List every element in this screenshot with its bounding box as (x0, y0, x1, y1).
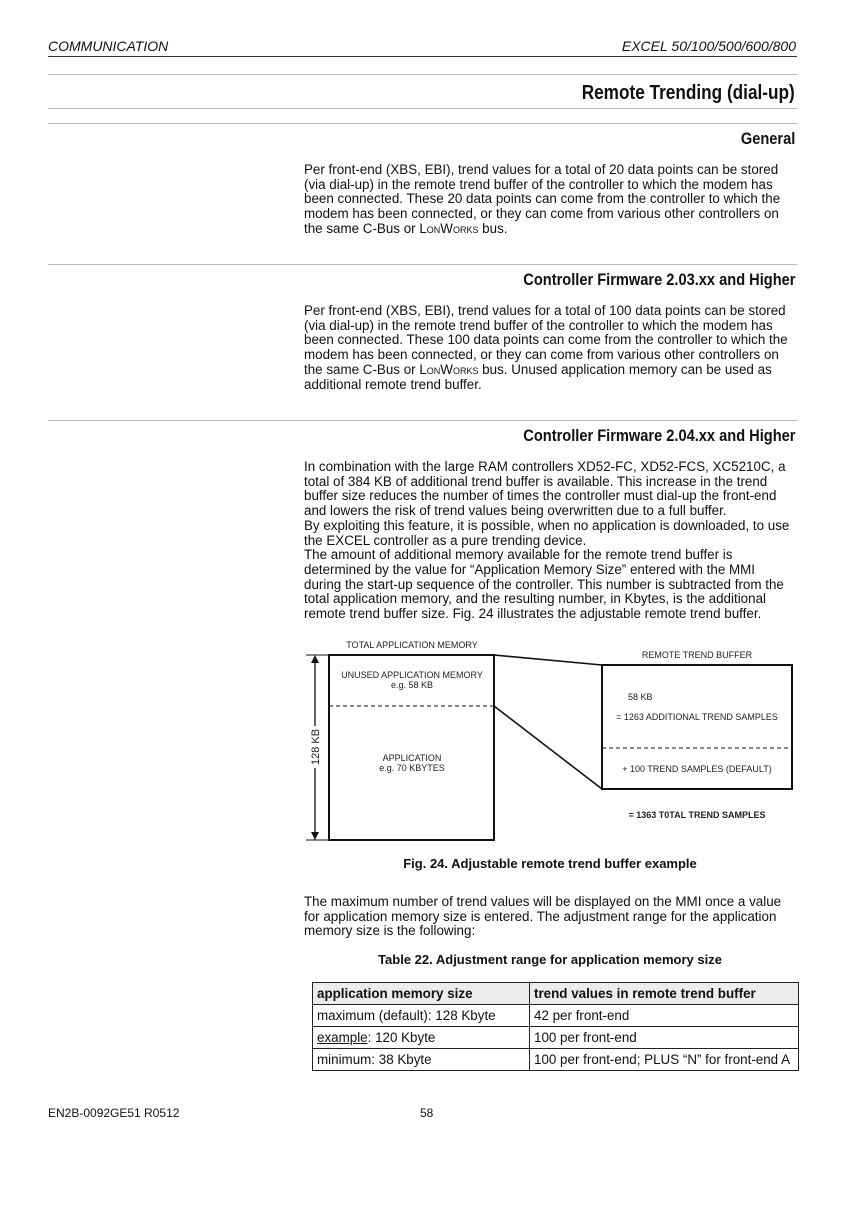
section-rule (48, 420, 797, 421)
size-arrow-down-head (311, 832, 319, 840)
figure-caption: Fig. 24. Adjustable remote trend buffer example (403, 856, 697, 871)
cell-text: : 120 Kbyte (367, 1030, 436, 1045)
application-label: APPLICATION (382, 753, 442, 763)
section-rule (48, 264, 797, 265)
table-row (313, 1005, 799, 1027)
page-title: Remote Trending (dial-up) (581, 82, 795, 104)
buffer-additional-samples: = 1263 ADDITIONAL TREND SAMPLES (616, 712, 778, 722)
paragraph-text: Per front-end (XBS, EBI), trend values for a total of 20 data points can be stored (via dial-up) in the remote trend buffer of the controller to which the modem has been connected. These 20 data points can come from the controller to which the modem has been connected, or they can come from various other controllers on the same C-Bus or LonWorks bus. (304, 162, 781, 236)
paragraph-text: The maximum number of trend values will be displayed on the MMI once a value for application memory size is entered. The adjustment range for the application memory size is the following: (304, 894, 782, 939)
table-header-row (313, 983, 799, 1005)
table-row (313, 1027, 799, 1049)
title-rule-bottom (48, 108, 797, 109)
memory-size-table (312, 982, 799, 1071)
size-label: 128 KB (310, 728, 322, 766)
section-paragraph (304, 304, 794, 392)
paragraph-text: The amount of additional memory available for the remote trend buffer is determined by the value for “Application Memory Size” entered with the MMI during the start-up sequence of the controller. This number is subtracted from the total application memory, and the resulting number, in Kbytes, is the additional remote trend buffer size. Fig. 24 illustrates the adjustable remote trend buffer. (304, 547, 784, 622)
running-header-left: COMMUNICATION (48, 38, 169, 54)
table-cell: 42 per front-end (530, 1005, 799, 1027)
buffer-default-samples: + 100 TREND SAMPLES (DEFAULT) (622, 764, 772, 774)
table-cell: minimum: 38 Kbyte (313, 1049, 530, 1071)
underlined-word: example (317, 1030, 368, 1045)
unused-memory-example: e.g. 58 KB (390, 680, 434, 690)
running-header-right: EXCEL 50/100/500/600/800 (621, 38, 796, 54)
table-cell: maximum (default): 128 Kbyte (313, 1005, 530, 1027)
lonworks-smallcaps: LonWorks (419, 361, 479, 377)
section-heading-general: General (740, 129, 795, 148)
section-heading-firmware-204: Controller Firmware 2.04.xx and Higher (522, 426, 795, 445)
table-header-cell: trend values in remote trend buffer (530, 983, 799, 1005)
unused-memory-label: UNUSED APPLICATION MEMORY (341, 670, 483, 680)
title-rule-top (48, 74, 797, 75)
lonworks-smallcaps: LonWorks (419, 220, 479, 236)
total-samples: = 1363 T0TAL TREND SAMPLES (628, 810, 766, 820)
table-row (313, 1049, 799, 1071)
section-heading-firmware-203: Controller Firmware 2.03.xx and Higher (522, 270, 795, 289)
footer-doc-id: EN2B-0092GE51 R0512 (48, 1106, 180, 1120)
paragraph-text: By exploiting this feature, it is possible, when no application is downloaded, to use the EXCEL controller as a pure trending device. (304, 517, 790, 548)
table-cell (313, 1027, 530, 1049)
size-arrow-up-head (311, 655, 319, 663)
table-caption: Table 22. Adjustment range for application memory size (378, 952, 722, 967)
table-header-cell: application memory size (313, 983, 530, 1005)
paragraph-text: In combination with the large RAM controllers XD52-FC, XD52-FCS, XC5210C, a total of 384 KB of additional trend buffer is available. This increase in the trend buffer size reduces the number of times the controller must dial-up the front-end and lowers the risk of trend values being overwritten due to a full buffer. (304, 459, 786, 519)
total-memory-label: TOTAL APPLICATION MEMORY (346, 640, 478, 650)
header-rule (48, 56, 797, 57)
connector-bottom (494, 706, 602, 789)
table-cell: 100 per front-end; PLUS “N” for front-end A (530, 1049, 799, 1071)
remote-trend-buffer-diagram (300, 636, 800, 848)
post-figure-paragraph (304, 895, 794, 939)
section-paragraphs (304, 460, 794, 622)
paragraph-text: Per front-end (XBS, EBI), trend values for a total of 100 data points can be stored (via dial-up) in the remote trend buffer of the controller to which the modem has been connected. These 100 data points can come from the controller to which the modem has been connected, or they can come from various other controllers on the same C-Bus or LonWorks bus. Unused application memory can be used as additional remote trend buffer. (304, 303, 788, 392)
buffer-kb: 58 KB (628, 692, 653, 702)
connector-top (494, 655, 602, 665)
section-paragraph (304, 163, 794, 237)
table-cell: 100 per front-end (530, 1027, 799, 1049)
section-rule (48, 123, 797, 124)
application-example: e.g. 70 KBYTES (379, 763, 445, 773)
buffer-label: REMOTE TREND BUFFER (641, 650, 753, 660)
footer-page-number: 58 (420, 1106, 434, 1120)
